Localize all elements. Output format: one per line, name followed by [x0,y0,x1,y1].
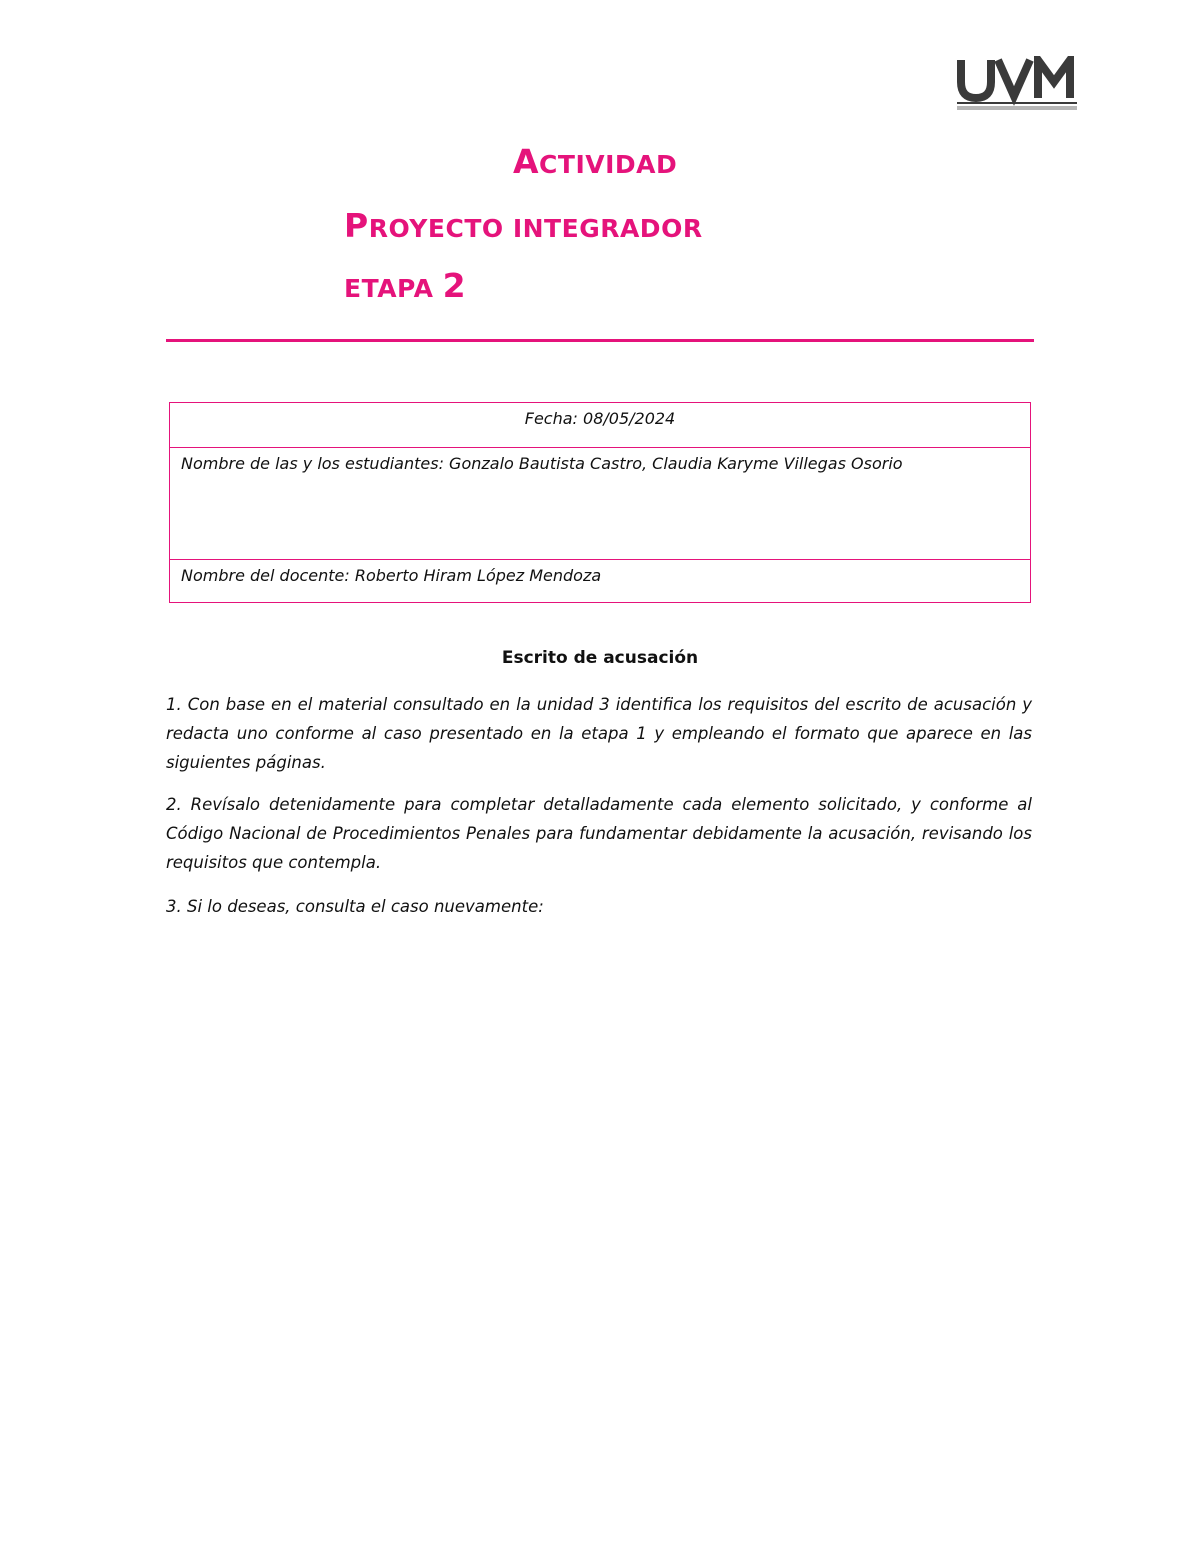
instruction-paragraph: 2. Revísalo detenidamente para completar detalladamente cada elemento solicitado, y conforme al Código Nacional de Procedimientos Penales para fundamentar debidamente la acusación, revisando los requisitos que contempla. [166,795,1032,872]
stage-label: ETAPA [344,274,443,303]
activity-title-rest: CTIVIDAD [539,150,678,179]
students-cell: Nombre de las y los estudiantes: Gonzalo Bautista Castro, Claudia Karyme Villegas Osorio [170,447,1030,559]
project-title-rest: ROYECTO INTEGRADOR [368,214,703,243]
info-table [169,402,1031,603]
stage-number: 2 [442,266,467,305]
title-divider [166,339,1034,342]
instruction-paragraph: 3. Si lo deseas, consulta el caso nuevamente: [166,897,544,916]
section-heading: Escrito de acusación [501,648,699,668]
instruction-paragraph: 1. Con base en el material consultado en la unidad 3 identifica los requisitos del escrito de acusación y redacta uno conforme al caso presentado en la etapa 1 y empleando el formato que aparece en las siguientes páginas. [166,695,1032,772]
uvm-logo [956,56,1080,112]
stage-title [344,266,466,305]
teacher-cell: Nombre del docente: Roberto Hiram López Mendoza [170,559,1030,602]
activity-title [513,142,677,181]
date-cell: Fecha: 08/05/2024 [524,409,676,428]
project-title-initial: P [344,206,369,245]
stage-title-text [344,274,443,303]
activity-title-initial: A [513,142,540,181]
uvm-logo-graphic [956,56,1080,112]
project-title [344,206,703,245]
